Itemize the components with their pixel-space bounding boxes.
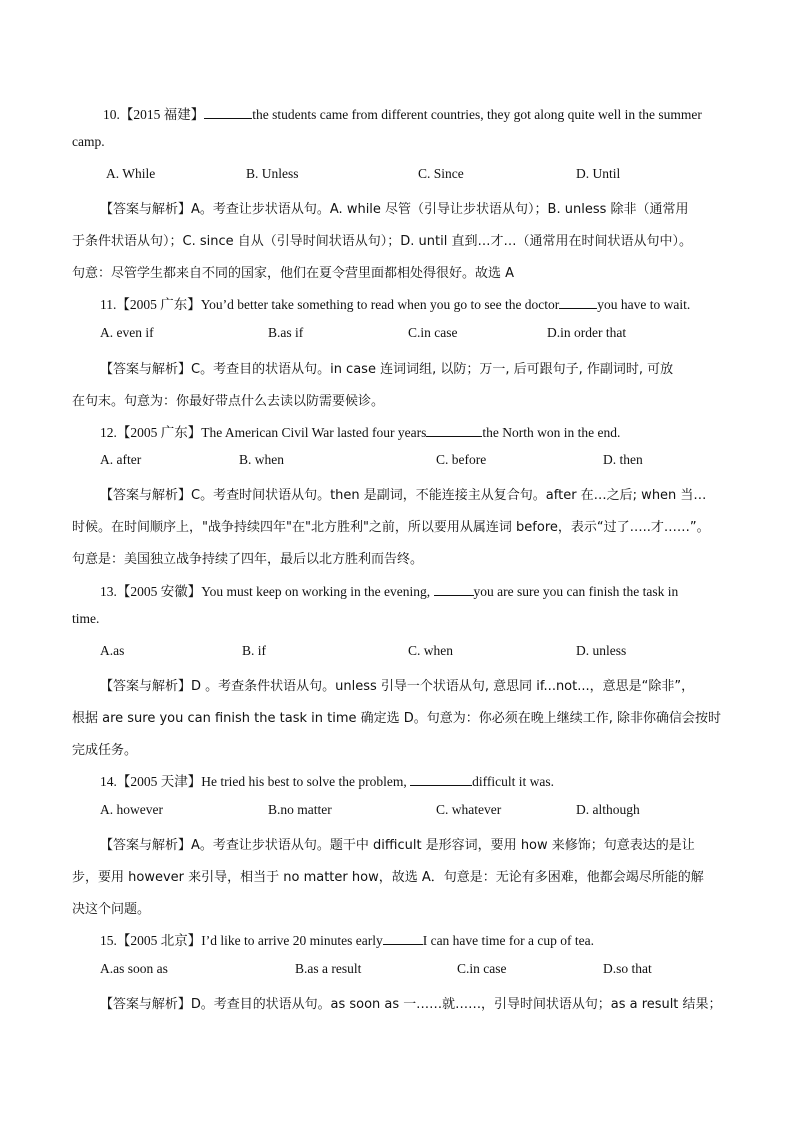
option-a: A. even if bbox=[100, 325, 154, 340]
answer-explanation: 【答案与解析】A。考查让步状语从句。题干中 difficult 是形容词，要用 how 来修饰；句意表达的是让 bbox=[100, 838, 695, 853]
question-stem-continued bbox=[72, 611, 99, 627]
option-d: D. then bbox=[603, 452, 643, 467]
stem-text: I can have time for a cup of tea. bbox=[422, 933, 594, 948]
question-stem bbox=[100, 929, 594, 949]
answer-explanation: 句意：尽管学生都来自不同的国家，他们在夏令营里面都相处得很好。故选 A bbox=[72, 266, 515, 281]
option-d: D. although bbox=[576, 802, 640, 817]
stem-text: 10.【2015 福建】 bbox=[103, 107, 205, 122]
option-b: B.no matter bbox=[268, 802, 332, 817]
stem-text: you are sure you can finish the task in bbox=[473, 584, 679, 599]
answer-explanation: 步，要用 however 来引导，相当于 no matter how，故选 A．句意是：无论有多困难，他都会竭尽所能的解 bbox=[72, 870, 704, 885]
answer-explanation: 决这个问题。 bbox=[72, 902, 151, 917]
question-stem bbox=[100, 770, 554, 790]
question-stem bbox=[100, 580, 678, 600]
option-b: B.as if bbox=[268, 325, 304, 340]
option-c: C. before bbox=[436, 452, 487, 467]
stem-text: time. bbox=[72, 611, 100, 626]
option-a: A. While bbox=[106, 166, 156, 181]
answer-explanation: 句意是：美国独立战争持续了四年，最后以北方胜利而告终。 bbox=[72, 552, 424, 567]
answer-explanation: 时候。在时间顺序上，"战争持续四年"在"北方胜利"之前，所以要用从属连词 before，表示“过了…..才……”。 bbox=[72, 520, 710, 535]
answer-explanation: 【答案与解析】A。考查让步状语从句。A. while 尽管（引导让步状语从句）；B. unless 除非（通常用 bbox=[100, 202, 689, 217]
answer-explanation: 完成任务。 bbox=[72, 743, 138, 758]
option-a: A. however bbox=[100, 802, 163, 817]
answer-blank bbox=[559, 296, 597, 309]
option-a: A.as soon as bbox=[100, 961, 168, 976]
option-b: B. when bbox=[239, 452, 284, 467]
answer-explanation: 于条件状语从句）；C. since 自从（引导时间状语从句）；D. until 直到…才…（通常用在时间状语从句中）。 bbox=[72, 234, 692, 249]
answer-blank bbox=[204, 106, 252, 119]
stem-text: 14.【2005 天津】He tried his best to solve the problem, bbox=[100, 774, 411, 789]
stem-text: camp. bbox=[72, 134, 105, 149]
stem-text: the North won in the end. bbox=[482, 425, 621, 440]
option-d: D.in order that bbox=[547, 325, 627, 340]
answer-blank bbox=[410, 773, 472, 786]
answer-blank bbox=[434, 583, 474, 596]
stem-text: 15.【2005 北京】I’d like to arrive 20 minutes early bbox=[100, 933, 383, 948]
question-stem-continued bbox=[72, 134, 105, 150]
option-b: B. Unless bbox=[246, 166, 299, 181]
stem-text: you have to wait. bbox=[597, 297, 691, 312]
option-b: B.as a result bbox=[295, 961, 362, 976]
option-c: C.in case bbox=[457, 961, 507, 976]
option-a: A.as bbox=[100, 643, 125, 658]
stem-text: difficult it was. bbox=[472, 774, 554, 789]
option-d: D. Until bbox=[576, 166, 621, 181]
question-stem bbox=[100, 421, 620, 441]
option-c: C. whatever bbox=[436, 802, 502, 817]
answer-blank bbox=[426, 424, 482, 437]
option-d: D.so that bbox=[603, 961, 652, 976]
option-c: C. Since bbox=[418, 166, 464, 181]
answer-explanation: 【答案与解析】C。考查目的状语从句。in case 连词词组, 以防；万一, 后可跟句子, 作副词时, 可放 bbox=[100, 362, 674, 377]
question-stem bbox=[103, 103, 702, 123]
stem-text: 12.【2005 广东】The American Civil War lasted four years bbox=[100, 425, 427, 440]
option-c: C.in case bbox=[408, 325, 458, 340]
question-stem bbox=[100, 293, 690, 313]
answer-explanation: 【答案与解析】D。考查目的状语从句。as soon as 一……就……，引导时间状语从句；as a result 结果； bbox=[100, 997, 722, 1012]
answer-blank bbox=[383, 932, 423, 945]
stem-text: the students came from different countries, they got along quite well in the summer bbox=[252, 107, 702, 122]
answer-explanation: 在句末。句意为：你最好带点什么去读以防需要候诊。 bbox=[72, 394, 385, 409]
answer-explanation: 【答案与解析】D 。考查条件状语从句。unless 引导一个状语从句, 意思同 if...not...，意思是“除非”， bbox=[100, 679, 695, 694]
option-c: C. when bbox=[408, 643, 453, 658]
stem-text: 13.【2005 安徽】You must keep on working in the evening, bbox=[100, 584, 434, 599]
option-b: B. if bbox=[242, 643, 267, 658]
stem-text: 11.【2005 广东】You’d better take something to read when you go to see the doctor bbox=[100, 297, 560, 312]
option-a: A. after bbox=[100, 452, 142, 467]
option-d: D. unless bbox=[576, 643, 627, 658]
answer-explanation: 【答案与解析】C。考查时间状语从句。then 是副词，不能连接主从复合句。after 在…之后; when 当… bbox=[100, 488, 707, 503]
answer-explanation: 根据 are sure you can finish the task in time 确定选 D。句意为：你必须在晚上继续工作, 除非你确信会按时 bbox=[72, 711, 722, 726]
